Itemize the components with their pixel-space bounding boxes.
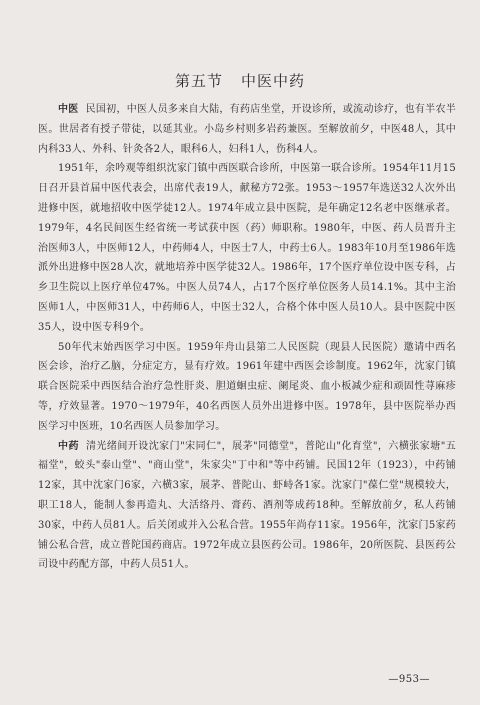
paragraph-text: 1951年，余吟观等组织沈家门镇中西医联合诊所，中医第一联合诊所。1954年11月15日召开县首届中医代表会，出席代表19人，献秘方72张。1953～1957年选送32人次外出进修中医，就地招收中医学徒12人。1974年成立县中医院，是年确定12名老中医继承者。1979年，4名民间医生经省统一考试获中医（药）师职称。1980年，中医、药人员晋升主治医师3人，中医师12人，中药师4人，中医士7人，中药士6人。1983年10月至1986年选派外出进修中医28人次，就地培养中医学徒32人。1986年，17个医疗单位设中医专科，占乡卫生院以上医疗单位47%。中医人员74人，占17个医疗单位医务人员14.1%。其中主治医师1人，中医师31人，中药师6人，中医士32人，合格个体中医人员10人。县中医院中医35人，设中医专科9个。 [38, 163, 456, 333]
subsection-label-tcm: 中医 [58, 104, 79, 115]
section-number: 第五节 [174, 72, 223, 90]
body-text [38, 100, 456, 575]
subsection-label-herbal: 中药 [58, 440, 79, 452]
paragraph-text: 民国初，中医人员多来自大陆，有药店坐堂，开设诊所，或流动诊疗，也有半农半医。世居者有授子带徒，以延其业。小岛乡村则多岩药兼医。至解放前夕，中医48人，其中内科33人、外科、针灸各2人，眼科6人，妇科1人，伤科4人。 [38, 104, 457, 155]
page-number: —953— [388, 674, 430, 685]
section-heading [0, 70, 480, 91]
section-title: 中医中药 [241, 72, 306, 90]
paragraph-tcm [38, 100, 456, 159]
paragraph-text: 50年代末始西医学习中医。1959年舟山县第二人民医院（现县人民医院）邀请中西名医会诊，治疗乙脑，分症定方，显有疗效。1961年建中西医会诊制度。1962年，沈家门镇联合医院采中西医结合治疗急性肝炎、胆道蛔虫症、阑尾炎、血小板减少症和顽固性荨麻疹等，疗效显著。1970～1979年，40名西医人员外出进修中医。1978年，县中医院举办西医学习中医班，10名西医人员参加学习。 [38, 341, 456, 432]
paragraph-1951 [38, 159, 456, 337]
paragraph-western-learning [38, 338, 456, 437]
paragraph-herbal-medicine [38, 437, 456, 576]
paragraph-text: 清光绪间开设沈家门"宋同仁"，展茅"同德堂"，普陀山"化育堂"，六横张家塘"五福堂"，蛟头"泰山堂"、"商山堂"，朱家尖"丁中和"等中药铺。民国12年（1923），中药铺12家，其中沈家门6家，六横3家，展茅、普陀山、虾峙各1家。沈家门"葆仁堂"规模较大，职工18人，能制人参再造丸、大活络丹、膏药、酒剂等成药18种。至解放前夕，私人药铺30家，中药人员81人。后关闭或并入公私合营。1955年尚存11家。1956年，沈家门5家药铺公私合营，成立普陀国药商店。1972年成立县医药公司。1986年，20所医院、县医药公司设中药配方部，中药人员51人。 [38, 440, 457, 571]
